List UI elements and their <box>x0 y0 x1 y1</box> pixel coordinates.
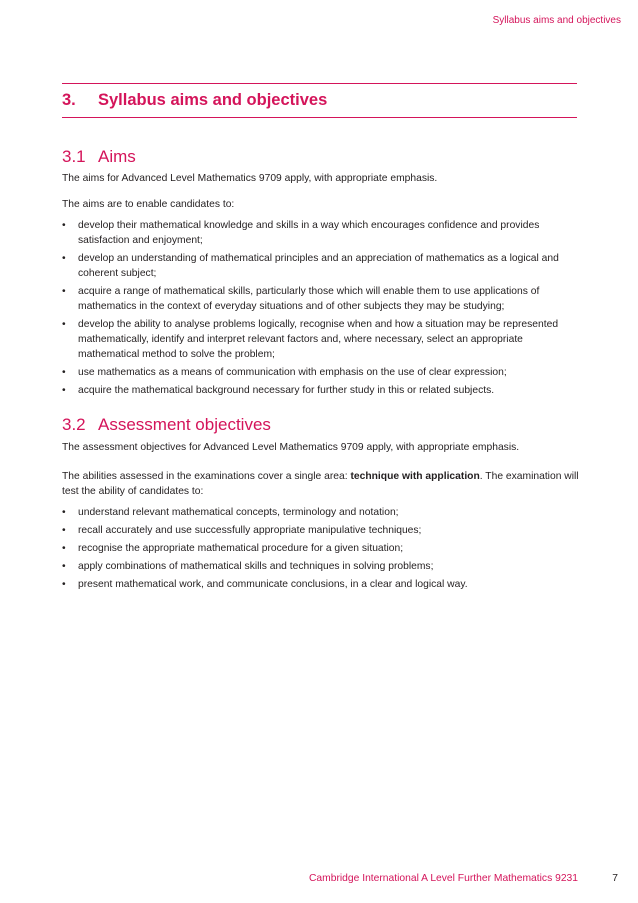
list-item: • present mathematical work, and communicate conclusions, in a clear and logical way. <box>62 577 578 592</box>
aims-list <box>62 218 578 401</box>
objectives-heading <box>62 415 271 435</box>
section-heading <box>62 83 577 118</box>
list-item: • recognise the appropriate mathematical procedure for a given situation; <box>62 541 578 556</box>
objectives-lead-text: The abilities assessed in the examinations cover a single area: <box>62 471 351 482</box>
running-header: Syllabus aims and objectives <box>492 15 621 26</box>
aims-number: 3.1 <box>62 147 86 166</box>
page-number: 7 <box>612 873 618 884</box>
aims-intro: The aims for Advanced Level Mathematics 9709 apply, with appropriate emphasis. <box>62 173 438 184</box>
aims-lead: The aims are to enable candidates to: <box>62 199 235 210</box>
objectives-intro: The assessment objectives for Advanced Level Mathematics 9709 apply, with appropriate emphasis. <box>62 442 520 453</box>
list-item: • develop the ability to analyse problems logically, recognise when and how a situation may be represented mathematically, identify and interpret relevant factors and, where necessary, select an appropriate mathematical method to solve the problem; <box>62 317 578 362</box>
list-item: • understand relevant mathematical concepts, terminology and notation; <box>62 505 578 520</box>
list-item: • use mathematics as a means of communication with emphasis on the use of clear expression; <box>62 365 578 380</box>
objectives-lead-tail: . The examination will test the ability of candidates to: <box>62 471 579 497</box>
section-number: 3. <box>62 91 76 109</box>
section-title: Syllabus aims and objectives <box>98 91 328 109</box>
aims-title: Aims <box>98 147 136 166</box>
objectives-lead-emphasis: technique with application <box>350 471 480 482</box>
list-item: • develop an understanding of mathematical principles and an appreciation of mathematics as a logical and coherent subject; <box>62 251 578 281</box>
list-item: • develop their mathematical knowledge and skills in a way which encourages confidence and provides satisfaction and enjoyment; <box>62 218 578 248</box>
objectives-lead <box>62 469 582 499</box>
list-item: • recall accurately and use successfully appropriate manipulative techniques; <box>62 523 578 538</box>
footer-title: Cambridge International A Level Further Mathematics 9231 <box>308 873 578 884</box>
objectives-number: 3.2 <box>62 415 86 434</box>
list-item: • acquire the mathematical background necessary for further study in this or related subjects. <box>62 383 578 398</box>
objectives-list <box>62 505 578 595</box>
objectives-title: Assessment objectives <box>98 415 271 434</box>
list-item: • apply combinations of mathematical skills and techniques in solving problems; <box>62 559 578 574</box>
aims-heading <box>62 147 136 167</box>
list-item: • acquire a range of mathematical skills, particularly those which will enable them to use applications of mathematics in the context of everyday situations and of other subjects they may be studying; <box>62 284 578 314</box>
